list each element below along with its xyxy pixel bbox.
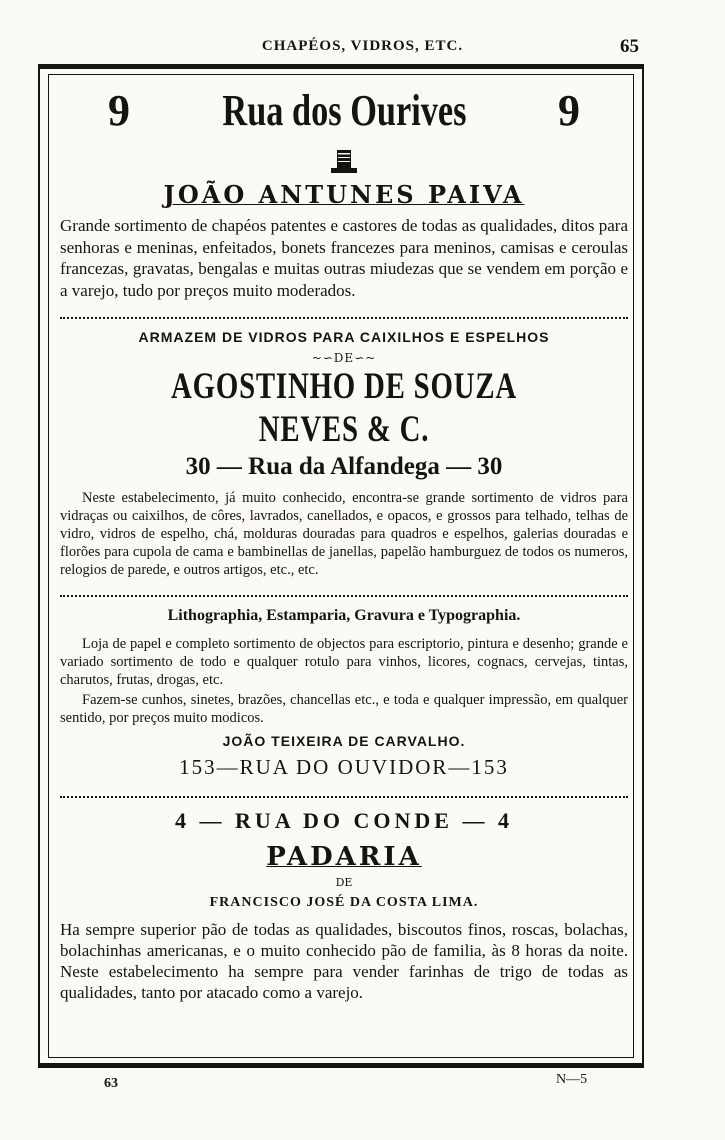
bakery-de-label: DE [335, 876, 353, 889]
divider [60, 790, 628, 798]
street-number-right: 9 [557, 85, 580, 135]
lithography-owner: JOÃO TEIXEIRA DE CARVALHO. [222, 733, 466, 749]
page-number: 65 [620, 36, 639, 57]
lithography-ad [60, 607, 628, 780]
bakery-ad [60, 808, 628, 1003]
lithography-description: Loja de papel e completo sortimento de objectos para escriptorio, pintura e desenho; grande e variado sortimento de todo e qualquer rotulo para vinhos, licores, cognacs, cervejas, tintas, charutos, frutas, drogas, etc. [60, 636, 628, 688]
top-hat-icon [329, 148, 359, 176]
street-name: Rua dos Ourives [221, 85, 467, 135]
signature-mark-left: 63 [104, 1076, 118, 1091]
glass-company-name: AGOSTINHO DE SOUZA NEVES & C. [170, 366, 518, 450]
advertisement-column [60, 78, 628, 1003]
hat-shop-description: Grande sortimento de chapéos patentes e castores de todas as qualidades, ditos para senhoras e meninas, enfeitados, bonets francezes para meninos, camisas e ceroulas francezas, gravatas, bengalas e muitas outras miudezas que se vendem em porção e a varejo, tudo por preços muito moderados. [60, 216, 628, 300]
ornamental-de: ~∽DE∽~ [311, 351, 377, 365]
street-number-left: 9 [108, 85, 130, 135]
hat-shop-address [60, 78, 628, 142]
bakery-description: Ha sempre superior pão de todas as qualidades, biscoutos finos, roscas, bolachas, bolachinhas americanas, e o muito conhecido pão de familia, às 8 horas da noite. Neste estabelecimento ha sempre para vender farinhas de trigo de todas as qualidades, tanto por atacado como a varejo. [60, 920, 628, 1002]
divider [60, 311, 628, 319]
page-header [0, 38, 725, 64]
glass-company-description: Neste estabelecimento, já muito conhecido, encontra-se grande sortimento de vidros para vidraças ou caixilhos, de côres, lavrados, canellados, e opacos, e grossos para telhado, telhas de vidro, vidros de espelho, chá, molduras douradas para quadros e espelhos, galerias douradas e florões para cupola de cama e bambinellas de janellas, papelão hamburguez de todos os numeros, relogios de parede, e outros artigos, etc., etc. [60, 490, 628, 578]
bakery-owner: FRANCISCO JOSÉ DA COSTA LIMA. [209, 895, 479, 910]
bakery-title: PADARIA [266, 842, 422, 872]
hat-shop-ad [60, 78, 628, 301]
hat-shop-owner: JOÃO ANTUNES PAIVA [163, 180, 525, 209]
lithography-title: Lithographia, Estamparia, Gravura e Typographia. [167, 607, 521, 624]
divider [60, 589, 628, 597]
bakery-address: 4 — RUA DO CONDE — 4 [175, 808, 513, 833]
lithography-address: 153—RUA DO OUVIDOR—153 [179, 755, 509, 779]
running-head: CHAPÉOS, VIDROS, ETC. [261, 38, 464, 54]
de-label: DE [333, 351, 355, 365]
signature-mark-right: N—5 [556, 1072, 588, 1087]
glass-warehouse-heading: ARMAZEM DE VIDROS PARA CAIXILHOS E ESPELHOS [138, 329, 550, 345]
glass-company-address: 30 — Rua da Alfandega — 30 [185, 453, 503, 480]
lithography-services: Fazem-se cunhos, sinetes, brazões, chancellas etc., e toda e qualquer impressão, em qualquer sentido, por preços muito modicos. [60, 692, 628, 726]
glass-warehouse-ad [60, 329, 628, 579]
